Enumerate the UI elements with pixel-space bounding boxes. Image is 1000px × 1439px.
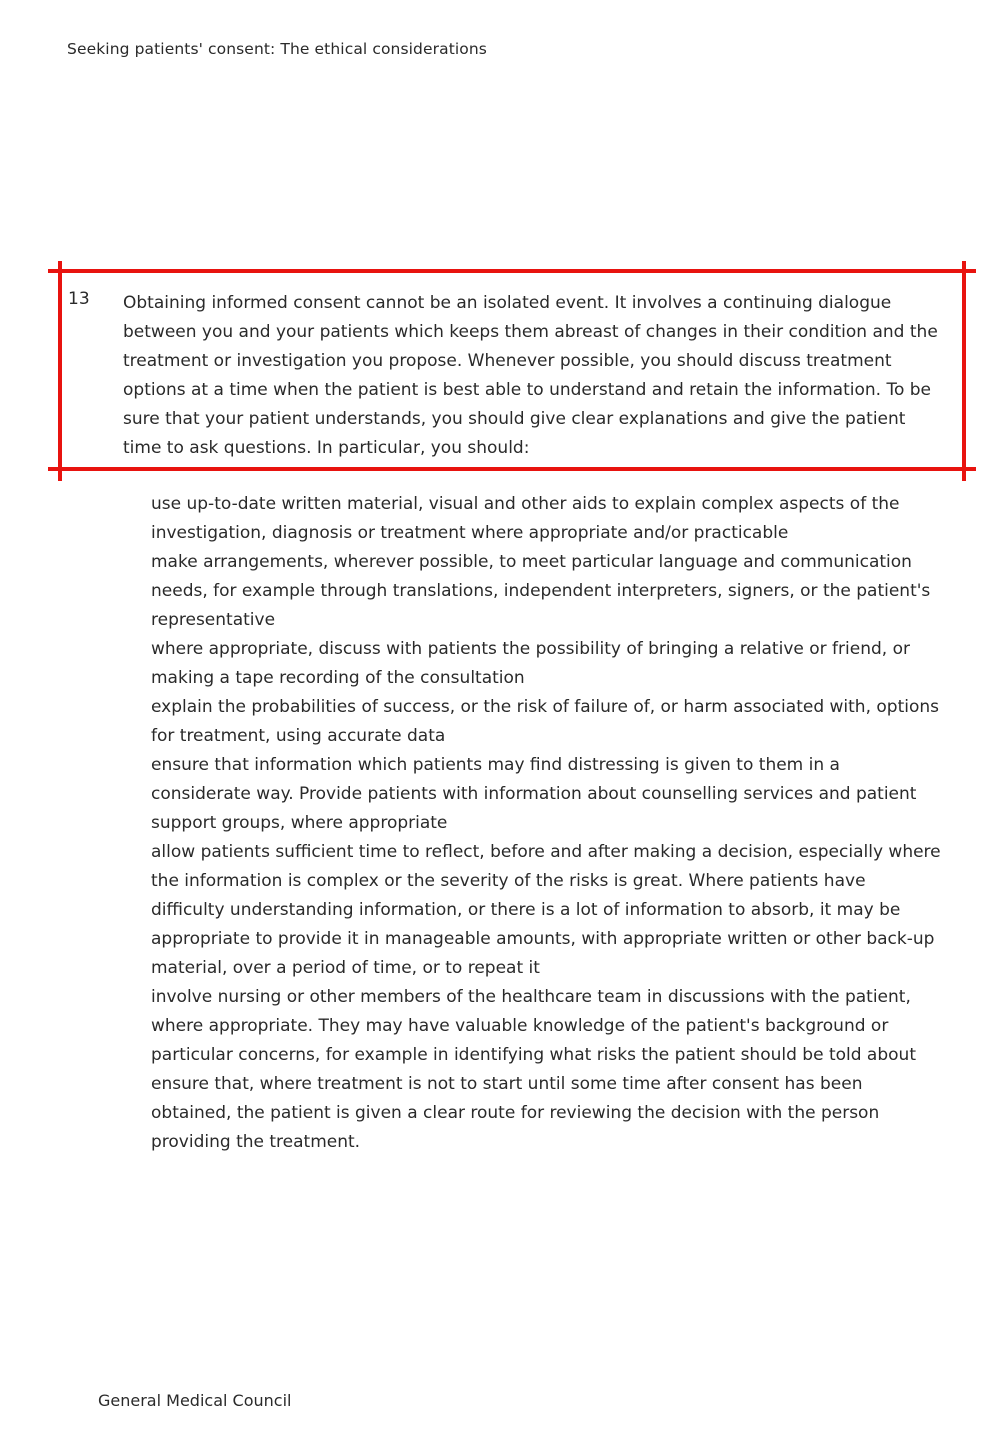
highlight-tick-left-bottom: [48, 467, 62, 471]
highlight-tick-left-top: [48, 269, 62, 273]
list-item: ensure that, where treatment is not to start until some time after consent has been obtained, the patient is given a clear route for reviewing the decision with the person providing the treatment.: [151, 1074, 880, 1152]
list-item: ensure that information which patients may find distressing is given to them in a considerate way. Provide patients with information about counselling services and patient support groups, where appropriate: [151, 755, 917, 833]
list-item: involve nursing or other members of the healthcare team in discussions with the patient, where appropriate. They may have valuable knowledge of the patient's background or particular concerns, for example in identifying what risks the patient should be told about: [151, 987, 916, 1065]
highlight-tick-right-bottom: [962, 467, 976, 471]
list-item: make arrangements, wherever possible, to meet particular language and communication needs, for example through translations, independent interpreters, signers, or the patient's representative: [151, 552, 931, 630]
list-item: where appropriate, discuss with patients the possibility of bringing a relative or friend, or making a tape recording of the consultation: [151, 639, 910, 688]
running-footer: General Medical Council: [98, 1391, 292, 1410]
running-header: Seeking patients' consent: The ethical considerations: [67, 40, 487, 58]
list-item: allow patients sufficient time to reflect, before and after making a decision, especially where the information is complex or the severity of the risks is great. Where patients have difficulty understanding information, or there is a lot of information to absorb, it may be appropriate to provide it in manageable amounts, with appropriate written or other back-up material, over a period of time, or to repeat it: [151, 842, 941, 978]
paragraph-text: Obtaining informed consent cannot be an isolated event. It involves a continuing dialogue between you and your patients which keeps them abreast of changes in their condition and the treatment or investigation you propose. Whenever possible, you should discuss treatment options at a time when the patient is best able to understand and retain the information. To be sure that your patient understands, you should give clear explanations and give the patient time to ask questions. In particular, you should:: [123, 293, 938, 458]
recommendation-list: [151, 490, 941, 1157]
list-item: explain the probabilities of success, or the risk of failure of, or harm associated with, options for treatment, using accurate data: [151, 697, 940, 746]
list-item: use up-to-date written material, visual and other aids to explain complex aspects of the investigation, diagnosis or treatment where appropriate and/or practicable: [151, 494, 900, 543]
paragraph-number: 13: [68, 289, 90, 309]
highlight-tick-right-top: [962, 269, 976, 273]
